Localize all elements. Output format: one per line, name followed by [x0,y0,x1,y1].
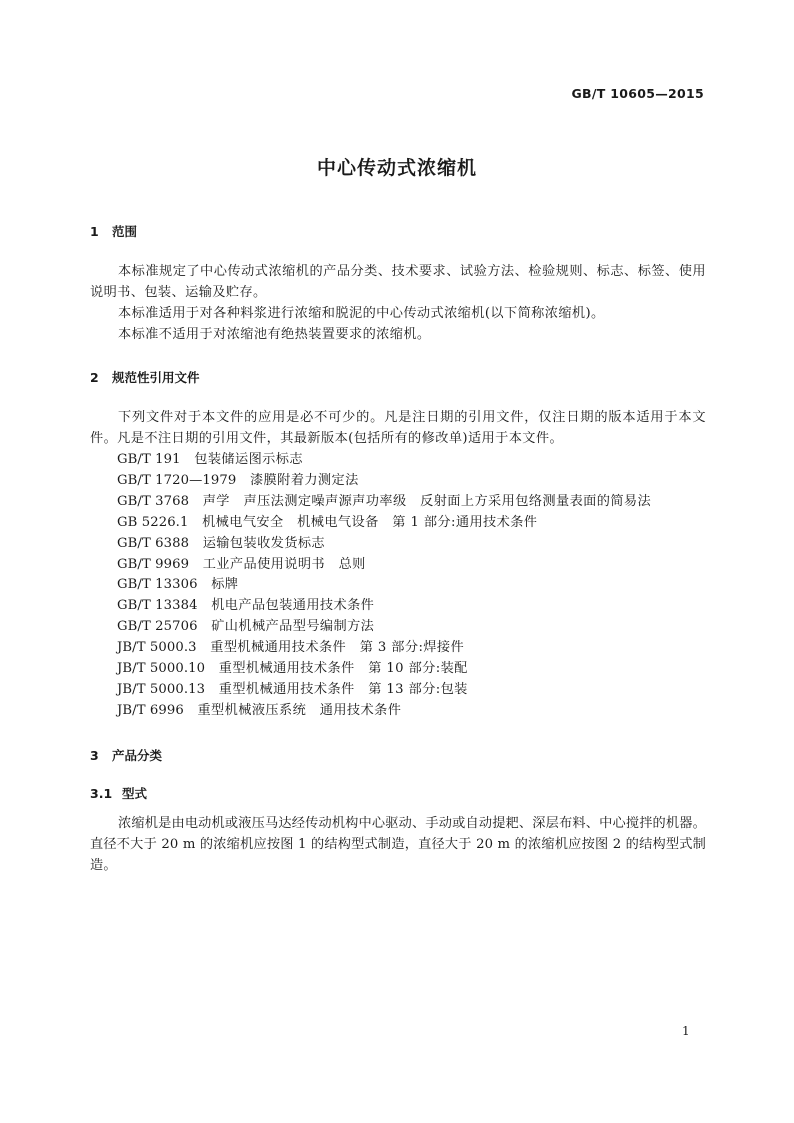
section-3-1-heading [90,784,147,802]
page-number: 1 [682,1024,690,1038]
reference-item [117,638,651,659]
reference-title: 机械电气安全 机械电气设备 第 1 部分:通用技术条件 [202,514,538,530]
section-title: 产品分类 [112,748,163,763]
reference-item [117,450,651,471]
section-title: 范围 [112,224,138,239]
section-1-heading [90,222,137,240]
reference-code: JB/T 5000.13 [117,681,206,697]
reference-code: GB 5226.1 [117,514,189,530]
reference-item [117,617,651,638]
reference-title: 重型机械通用技术条件 第 13 部分:包装 [218,681,468,697]
reference-item [117,513,651,534]
reference-item [117,492,651,513]
subsection-number: 3.1 [90,786,113,801]
scope-paragraph-1: 本标准规定了中心传动式浓缩机的产品分类、技术要求、试验方法、检验规则、标志、标签、使用说明书、包装、运输及贮存。 [90,264,706,300]
document-title: 中心传动式浓缩机 [316,157,477,179]
reference-code: GB/T 3768 [117,493,190,509]
reference-item [117,575,651,596]
type-paragraph: 浓缩机是由电动机或液压马达经传动机构中心驱动、手动或自动提耙、深层布料、中心搅拌的机器。直径不大于 20 m 的浓缩机应按图 1 的结构型式制造，直径大于 20 m 的浓缩机应按图 2 的结构型式制造。 [90,816,706,873]
reference-item [117,534,651,555]
section-number: 1 [90,224,99,239]
reference-item [117,471,651,492]
reference-code: JB/T 5000.10 [117,661,206,677]
refs-intro-paragraph: 下列文件对于本文件的应用是必不可少的。凡是注日期的引用文件，仅注日期的版本适用于本文件。凡是不注日期的引用文件，其最新版本(包括所有的修改单)适用于本文件。 [90,410,706,446]
section-title: 规范性引用文件 [112,370,200,385]
reference-title: 重型机械通用技术条件 第 10 部分:装配 [218,661,468,677]
reference-title: 声学 声压法测定噪声源声功率级 反射面上方采用包络测量表面的简易法 [202,493,652,509]
reference-code: GB/T 25706 [117,619,198,635]
reference-title: 矿山机械产品型号编制方法 [211,619,375,635]
reference-title: 重型机械通用技术条件 第 3 部分:焊接件 [210,640,465,656]
reference-code: GB/T 191 [117,452,181,467]
reference-item [117,680,651,701]
reference-code: GB/T 13306 [117,577,198,593]
section-number: 2 [90,370,99,385]
section-number: 3 [90,748,99,763]
reference-item [117,701,651,722]
reference-item [117,659,651,680]
reference-code: GB/T 6388 [117,535,190,551]
standard-code: GB/T 10605—2015 [571,86,704,101]
reference-title: 漆膜附着力测定法 [249,472,359,488]
section-2-heading [90,368,200,386]
reference-code: GB/T 1720—1979 [117,472,237,488]
subsection-title: 型式 [122,786,148,801]
reference-title: 机电产品包装通用技术条件 [211,598,375,614]
reference-item [117,596,651,617]
reference-title: 运输包装收发货标志 [202,535,326,551]
scope-paragraph-2: 本标准适用于对各种料浆进行浓缩和脱泥的中心传动式浓缩机(以下简称浓缩机)。 [118,306,605,321]
reference-code: GB/T 13384 [117,598,198,614]
section-3-heading [90,746,162,764]
reference-code: GB/T 9969 [117,556,190,572]
reference-code: JB/T 6996 [117,702,184,718]
reference-code: JB/T 5000.3 [117,640,197,656]
scope-paragraph-3: 本标准不适用于对浓缩池有绝热装置要求的浓缩机。 [118,327,431,342]
reference-item [117,555,651,576]
reference-title: 包装储运图示标志 [194,452,303,467]
reference-title: 重型机械液压系统 通用技术条件 [197,702,402,718]
reference-title: 标牌 [211,577,239,593]
reference-title: 工业产品使用说明书 总则 [202,556,366,572]
reference-list [117,450,651,722]
